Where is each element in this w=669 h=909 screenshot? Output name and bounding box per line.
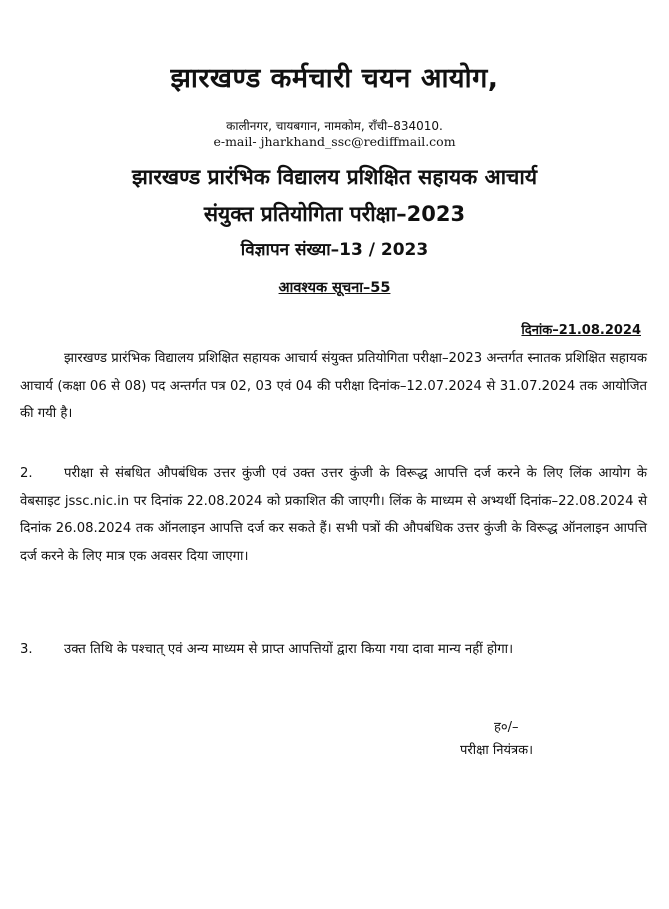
exam-title-line1: झारखण्ड प्रारंभिक विद्यालय प्रशिक्षित सहायक आचार्य (132, 165, 537, 189)
notice-date: दिनांक–21.08.2024 (521, 323, 641, 338)
paragraph-2 (20, 460, 647, 570)
paragraph-2-number: 2. (20, 466, 33, 481)
org-address: कालीनगर, चायबगान, नामकोम, राँची–834010. (226, 119, 443, 133)
org-email: e-mail- jharkhand_ssc@rediffmail.com (213, 134, 456, 149)
exam-title-line2: संयुक्त प्रतियोगिता परीक्षा–2023 (203, 202, 466, 226)
paragraph-3-text: उक्त तिथि के पश्चात् एवं अन्य माध्यम से प्राप्त आपत्तियों द्वारा किया गया दावा मान्य नहीं होगा। (64, 642, 514, 657)
org-title: झारखण्ड कर्मचारी चयन आयोग, (170, 63, 499, 94)
paragraph-1: झारखण्ड प्रारंभिक विद्यालय प्रशिक्षित सहायक आचार्य संयुक्त प्रतियोगिता परीक्षा–2023 अन्तर्गत स्नातक प्रशिक्षित सहायक आचार्य (कक्षा 06 से 08) पद अन्तर्गत पत्र 02, 03 एवं 04 की परीक्षा दिनांक–12.07.2024 से 31.07.2024 तक आयोजित की गयी है। (20, 351, 647, 421)
signatory-designation: परीक्षा नियंत्रक। (460, 743, 534, 758)
notice-heading (0, 277, 669, 297)
paragraph-2-text: परीक्षा से संबधित औपबंधिक उत्तर कुंजी एवं उक्त उत्तर कुंजी के विरूद्ध आपत्ति दर्ज करने के लिए लिंक आयोग के वेबसाइट jssc.nic.in पर दिनांक 22.08.2024 को प्रकाशित की जाएगी। लिंक के माध्यम से अभ्यर्थी दिनांक–22.08.2024 से दिनांक 26.08.2024 तक ऑनलाइन आपत्ति दर्ज कर सकते हैं। सभी पत्रों की औपबंधिक उत्तर कुंजी के विरूद्ध ऑनलाइन आपत्ति दर्ज करने के लिए मात्र एक अवसर दिया जाएगा। (20, 466, 647, 564)
notice-title: आवश्यक सूचना–55 (278, 280, 391, 296)
paragraph-3-number: 3. (20, 642, 33, 657)
advertisement-number: विज्ञापन संख्या–13 / 2023 (240, 240, 429, 260)
signature-mark: ह०/– (494, 720, 519, 735)
paragraph-3 (20, 636, 647, 664)
